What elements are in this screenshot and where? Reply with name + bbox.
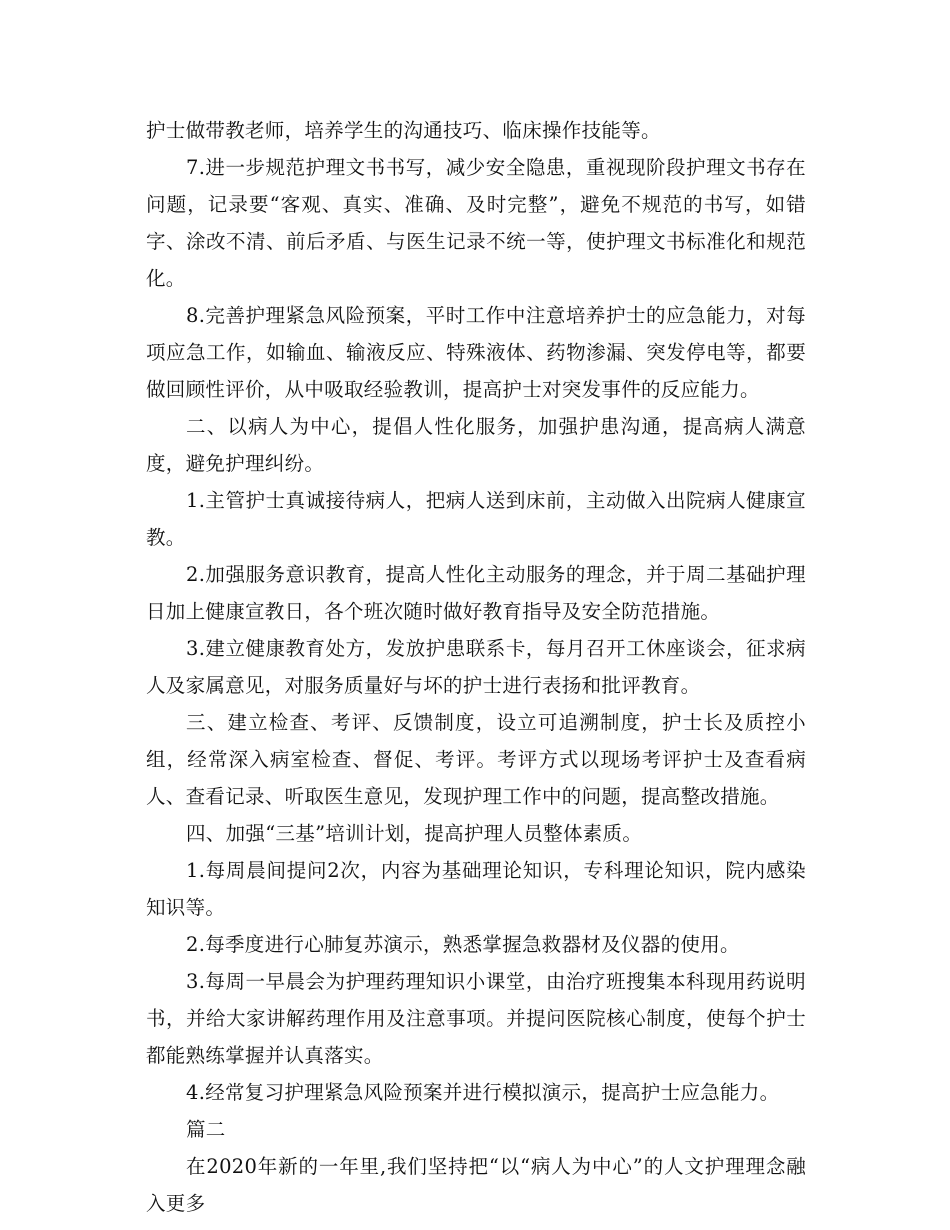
paragraph: 篇二 bbox=[186, 1118, 226, 1141]
paragraph: 护士做带教老师，培养学生的沟通技巧、临床操作技能等。 bbox=[146, 119, 661, 142]
paragraph: 1.每周晨间提问2次，内容为基础理论知识，专科理论知识，院内感染知识等。 bbox=[146, 859, 806, 919]
paragraph: 3.建立健康教育处方，发放护患联系卡，每月召开工休座谈会，征求病人及家属意见，对服务质量好与坏的护士进行表扬和批评教育。 bbox=[146, 637, 806, 697]
paragraph: 三、建立检查、考评、反馈制度，设立可追溯制度，护士长及质控小组，经常深入病室检查、督促、考评。考评方式以现场考评护士及查看病人、查看记录、听取医生意见，发现护理工作中的问题，提高整改措施。 bbox=[146, 711, 806, 808]
paragraph: 1.主管护士真诚接待病人，把病人送到床前，主动做入出院病人健康宣教。 bbox=[146, 489, 806, 549]
paragraph: 四、加强“三基”培训计划，提高护理人员整体素质。 bbox=[186, 822, 643, 845]
paragraph: 3.每周一早晨会为护理药理知识小课堂，由治疗班搜集本科现用药说明书，并给大家讲解药理作用及注意事项。并提问医院核心制度，使每个护士都能熟练掌握并认真落实。 bbox=[146, 970, 806, 1067]
paragraph: 8.完善护理紧急风险预案，平时工作中注意培养护士的应急能力，对每项应急工作，如输血、输液反应、特殊液体、药物渗漏、突发停电等，都要做回顾性评价，从中吸取经验教训，提高护士对突发事件的反应能力。 bbox=[146, 304, 806, 401]
paragraph: 2.加强服务意识教育，提高人性化主动服务的理念，并于周二基础护理日加上健康宣教日，各个班次随时做好教育指导及安全防范措施。 bbox=[146, 563, 806, 623]
paragraph: 二、以病人为中心，提倡人性化服务，加强护患沟通，提高病人满意度，避免护理纠纷。 bbox=[146, 415, 806, 475]
paragraph: 7.进一步规范护理文书书写，减少安全隐患，重视现阶段护理文书存在问题，记录要“客观、真实、准确、及时完整”，避免不规范的书写，如错字、涂改不清、前后矛盾、与医生记录不统一等，使护理文书标准化和规范化。 bbox=[146, 156, 806, 290]
document-body bbox=[146, 112, 806, 1222]
paragraph: 4.经常复习护理紧急风险预案并进行模拟演示，提高护士应急能力。 bbox=[186, 1081, 780, 1104]
paragraph: 在2020年新的一年里,我们坚持把“以“病人为中心”的人文护理理念融入更多 bbox=[146, 1155, 806, 1215]
paragraph: 2.每季度进行心肺复苏演示，熟悉掌握急救器材及仪器的使用。 bbox=[186, 933, 740, 956]
